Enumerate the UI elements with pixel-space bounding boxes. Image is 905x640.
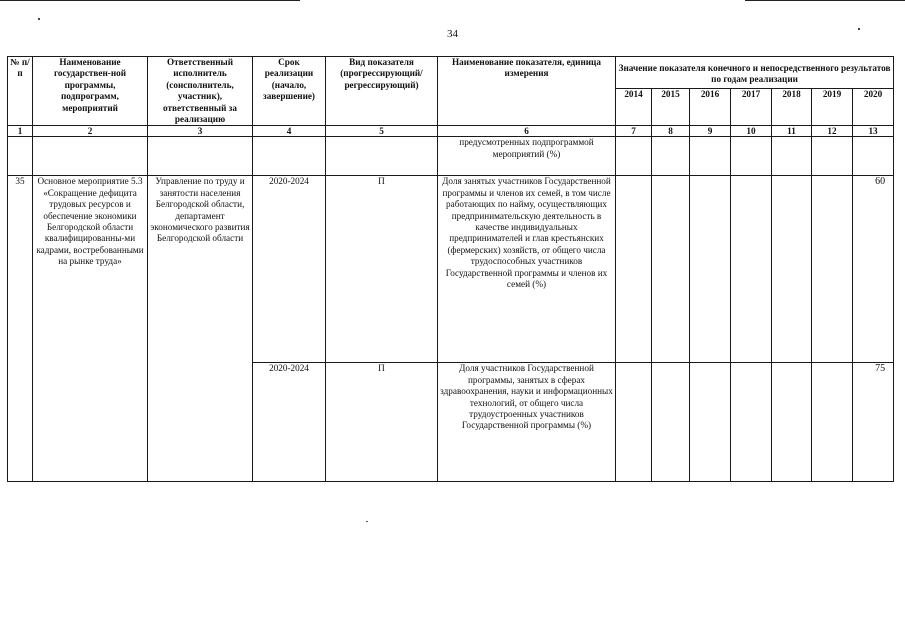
row-period: 2020-2024 <box>253 176 326 363</box>
column-number: 3 <box>148 126 253 137</box>
row-value-2017 <box>731 176 772 363</box>
row-value-2014 <box>616 137 652 176</box>
column-number: 7 <box>616 126 652 137</box>
program-indicators-table <box>7 56 894 482</box>
top-edge-line-right <box>745 0 905 1</box>
row-value-2015 <box>652 176 690 363</box>
row-value-2018 <box>772 176 812 363</box>
row-value-2019 <box>812 137 853 176</box>
row-value-2015 <box>652 363 690 482</box>
scan-speck <box>366 521 368 522</box>
row-value-2018 <box>772 137 812 176</box>
row-no: 35 <box>8 176 33 482</box>
row-value-2020: 60 <box>853 176 894 363</box>
header-year: 2016 <box>690 89 731 126</box>
row-period <box>253 137 326 176</box>
column-number: 10 <box>731 126 772 137</box>
column-number: 9 <box>690 126 731 137</box>
header-year: 2017 <box>731 89 772 126</box>
column-number: 4 <box>253 126 326 137</box>
row-indicator-type <box>326 137 438 176</box>
table-row <box>8 137 894 176</box>
header-executor: Ответственный исполнитель (соисполнитель, участник), ответственный за реализацию <box>148 57 253 126</box>
row-program-name <box>33 137 148 176</box>
scan-speck <box>38 18 40 20</box>
row-executor <box>148 137 253 176</box>
header-year: 2020 <box>853 89 894 126</box>
row-value-2018 <box>772 363 812 482</box>
row-indicator-type: П <box>326 363 438 482</box>
row-executor: Управление по труду и занятости населения Белгородской области, департамент экономического развития Белгородской области <box>148 176 253 482</box>
column-number: 12 <box>812 126 853 137</box>
header-year: 2015 <box>652 89 690 126</box>
row-indicator-name: предусмотренных подпрограммой мероприятий (%) <box>438 137 616 176</box>
column-number: 13 <box>853 126 894 137</box>
column-number: 1 <box>8 126 33 137</box>
header-year: 2014 <box>616 89 652 126</box>
header-no: № п/п <box>8 57 33 126</box>
header-year: 2018 <box>772 89 812 126</box>
header-program-name: Наименование государствен-ной программы, подпрограмм, мероприятий <box>33 57 148 126</box>
column-number: 2 <box>33 126 148 137</box>
row-value-2015 <box>652 137 690 176</box>
row-value-2014 <box>616 363 652 482</box>
table-row <box>8 176 894 363</box>
row-program-name: Основное мероприятие 5.3 «Сокращение дефицита трудовых ресурсов и обеспечение экономики Белгородской области квалифицированны-ми кадрами, востребованными на рынке труда» <box>33 176 148 482</box>
row-value-2019 <box>812 176 853 363</box>
row-indicator-type: П <box>326 176 438 363</box>
column-number: 6 <box>438 126 616 137</box>
header-period: Срок реализации (начало, завершение) <box>253 57 326 126</box>
row-value-2020: 75 <box>853 363 894 482</box>
column-number: 5 <box>326 126 438 137</box>
row-period: 2020-2024 <box>253 363 326 482</box>
row-value-2020 <box>853 137 894 176</box>
top-edge-line <box>0 0 300 1</box>
row-value-2016 <box>690 363 731 482</box>
row-value-2016 <box>690 137 731 176</box>
row-indicator-name: Доля участников Государственной программы, занятых в сферах здравоохранения, науки и информационных технологий, от общего числа трудоустроенных участников Государственной программы (%) <box>438 363 616 482</box>
header-indicator-type: Вид показателя (прогрессирующий/ регрессирующий) <box>326 57 438 126</box>
header-indicator-name: Наименование показателя, единица измерения <box>438 57 616 126</box>
row-value-2017 <box>731 137 772 176</box>
column-number: 11 <box>772 126 812 137</box>
page-number: 34 <box>447 28 458 40</box>
column-number-row <box>8 126 894 137</box>
row-indicator-name: Доля занятых участников Государственной программы и членов их семей, в том числе работающих по найму, осуществляющих предпринимательскую деятельность в качестве индивидуальных предпринимателей и глав крестьянских (фермерских) хозяйств, от общего числа трудоспособных участников Государственной программы и членов их семей (%) <box>438 176 616 363</box>
row-value-2014 <box>616 176 652 363</box>
row-value-2016 <box>690 176 731 363</box>
header-year: 2019 <box>812 89 853 126</box>
column-number: 8 <box>652 126 690 137</box>
header-values-by-year: Значение показателя конечного и непосредственного результатов по годам реализации <box>616 57 894 89</box>
row-no <box>8 137 33 176</box>
row-value-2017 <box>731 363 772 482</box>
table-header-row <box>8 57 894 89</box>
row-value-2019 <box>812 363 853 482</box>
